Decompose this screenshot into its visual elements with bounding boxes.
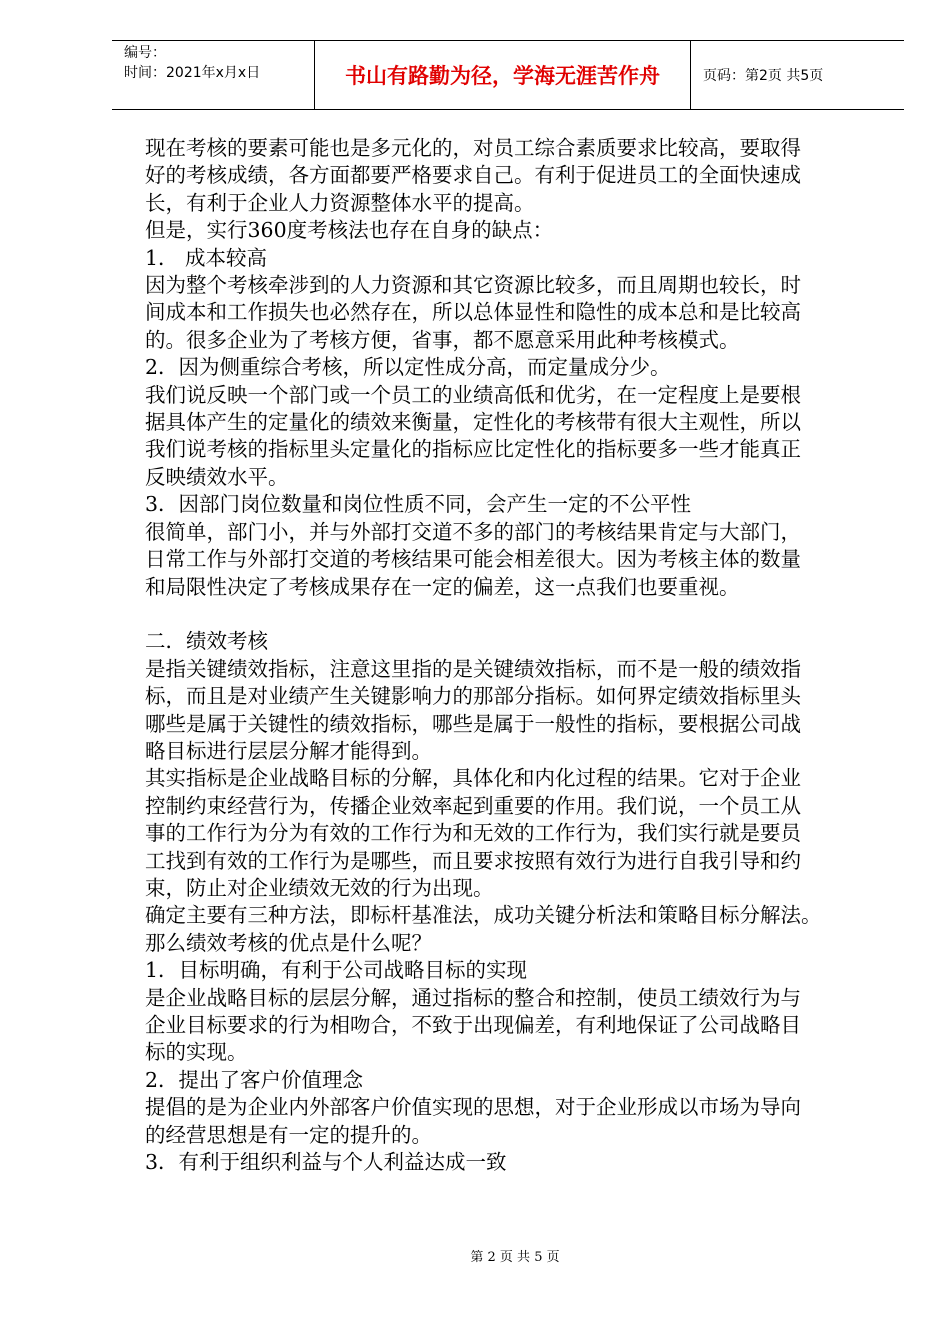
text-line: 的。很多企业为了考核方便，省事，都不愿意采用此种考核模式。	[145, 327, 740, 352]
text-line: 反映绩效水平。	[145, 464, 289, 489]
text-line: 很简单，部门小，并与外部打交道不多的部门的考核结果肯定与大部门，	[145, 519, 801, 544]
text-line: 我们说考核的指标里头定量化的指标应比定性化的指标要多一些才能真正	[145, 437, 801, 462]
text-line: 据具体产生的定量化的绩效来衡量，定性化的考核带有很大主观性，所以	[145, 410, 801, 435]
text-line: 束，防止对企业绩效无效的行为出现。	[145, 875, 494, 900]
text-line: 确定主要有三种方法，即标杆基准法，成功关键分析法和策略目标分解法。	[145, 903, 822, 928]
text-line: 企业目标要求的行为相吻合，不致于出现偏差，有利地保证了公司战略目	[145, 1012, 801, 1037]
text-line: 是企业战略目标的层层分解，通过指标的整合和控制，使员工绩效行为与	[145, 985, 801, 1010]
document-time-label: 时间：2021年x月x日	[124, 65, 261, 81]
text-line: 工找到有效的工作行为是哪些，而且要求按照有效行为进行自我引导和约	[145, 848, 801, 873]
page-footer: 第 2 页 共 5 页	[470, 1250, 560, 1265]
text-line: 是指关键绩效指标，注意这里指的是关键绩效指标，而不是一般的绩效指	[145, 656, 801, 681]
text-line: 好的考核成绩，各方面都要严格要求自己。有利于促进员工的全面快速成	[145, 163, 801, 188]
text-line: 1．目标明确，有利于公司战略目标的实现	[145, 958, 528, 983]
text-line: 事的工作行为分为有效的工作行为和无效的工作行为，我们实行就是要员	[145, 821, 801, 846]
text-line: 提倡的是为企业内外部客户价值实现的思想，对于企业形成以市场为导向	[145, 1095, 801, 1120]
text-line: 3．因部门岗位数量和岗位性质不同，会产生一定的不公平性	[145, 492, 692, 517]
text-line: 我们说反映一个部门或一个员工的业绩高低和优劣，在一定程度上是要根	[145, 382, 801, 407]
text-line: 因为整个考核牵涉到的人力资源和其它资源比较多，而且周期也较长，时	[145, 273, 801, 298]
text-line: 长，有利于企业人力资源整体水平的提高。	[145, 190, 535, 215]
text-line: 哪些是属于关键性的绩效指标，哪些是属于一般性的指标，要根据公司战	[145, 711, 801, 736]
document-number-label: 编号：	[124, 45, 166, 61]
text-line: 2．因为侧重综合考核，所以定性成分高，而定量成分少。	[145, 355, 671, 380]
text-line: 标，而且是对业绩产生关键影响力的那部分指标。如何界定绩效指标里头	[145, 684, 801, 709]
document-body	[145, 135, 875, 1176]
header-page-info: 页码：第2页 共5页	[703, 68, 824, 84]
text-line: 的经营思想是有一定的提升的。	[145, 1122, 432, 1147]
text-line: 间成本和工作损失也必然存在，所以总体显性和隐性的成本总和是比较高	[145, 300, 801, 325]
text-line: 1． 成本较高	[145, 245, 268, 270]
text-line: 那么绩效考核的优点是什么呢？	[145, 930, 432, 955]
text-line: 和局限性决定了考核成果存在一定的偏差，这一点我们也要重视。	[145, 574, 740, 599]
header-motto: 书山有路勤为径，学海无涯苦作舟	[315, 41, 691, 109]
text-line: 3．有利于组织利益与个人利益达成一致	[145, 1150, 507, 1175]
text-line: 现在考核的要素可能也是多元化的，对员工综合素质要求比较高，要取得	[145, 136, 801, 160]
text-line: 二．绩效考核	[145, 629, 268, 654]
header-meta	[112, 41, 315, 109]
blank-line	[145, 601, 875, 628]
text-line: 2．提出了客户价值理念	[145, 1067, 364, 1092]
text-line: 略目标进行层层分解才能得到。	[145, 738, 432, 763]
text-line: 控制约束经营行为，传播企业效率起到重要的作用。我们说，一个员工从	[145, 793, 801, 818]
text-line: 但是，实行360度考核法也存在自身的缺点：	[145, 218, 554, 243]
text-line: 标的实现。	[145, 1040, 248, 1065]
text-line: 日常工作与外部打交道的考核结果可能会相差很大。因为考核主体的数量	[145, 547, 801, 572]
page-header	[112, 40, 904, 110]
text-line: 其实指标是企业战略目标的分解，具体化和内化过程的结果。它对于企业	[145, 766, 801, 791]
